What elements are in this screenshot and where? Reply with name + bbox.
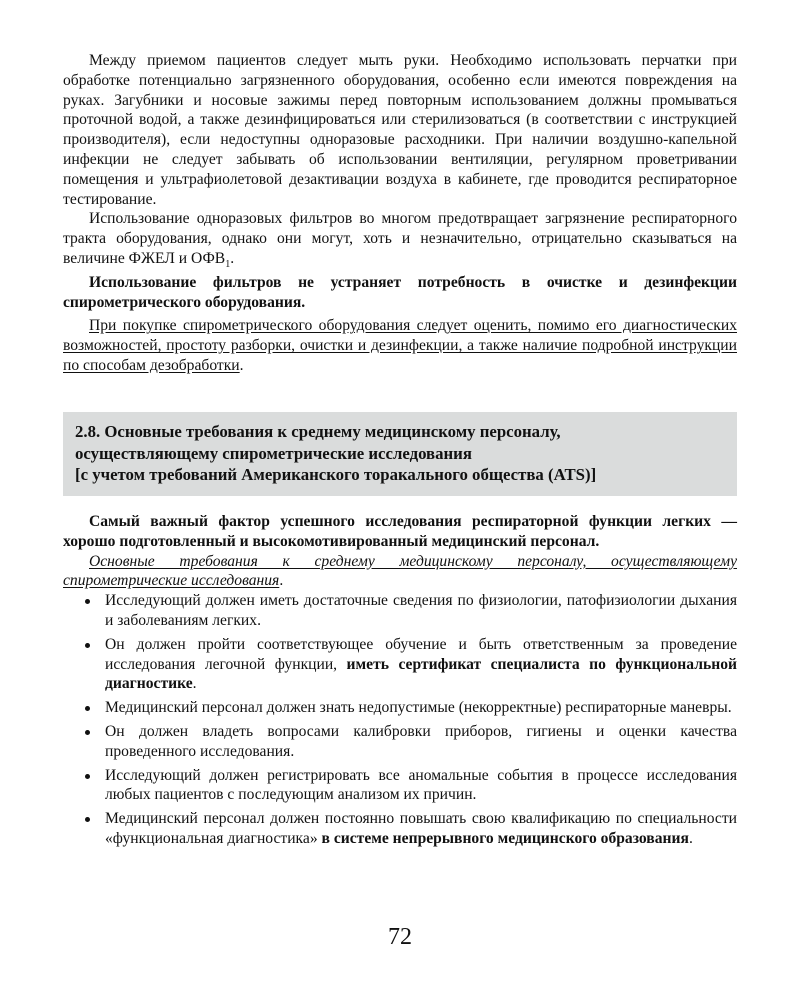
requirements-list: [63, 591, 737, 849]
paragraph-filters: Использование одноразовых фильтров во многом предотвращает загрязнение респираторного тракта оборудования, однако они могут, хоть и незначительно, отрицательно сказываться на величине ФЖЕЛ и $ОФВ_1$.: [63, 210, 737, 271]
list-item: Медицинский персонал должен постоянно повышать свою квалификацию по специальности «функциональная диагностика» в системе непрерывного медицинского образования.: [63, 809, 737, 849]
section-heading-box: [63, 412, 737, 496]
paragraph-requirements-intro: Основные требования к среднему медицинскому персоналу, осуществляющему спирометрические исследования.: [63, 552, 737, 590]
bullet-icon: [85, 774, 90, 779]
list-item: Медицинский персонал должен знать недопустимые (некорректные) респираторные маневры.: [63, 698, 737, 718]
bullet-icon: [85, 643, 90, 648]
paragraph-purchase-advice: При покупке спирометрического оборудования следует оценить, помимо его диагностических возможностей, простоту разборки, очистки и дезинфекции, а также наличие подробной инструкции по способам дезобработки.: [63, 317, 737, 374]
paragraph-key-factor: Самый важный фактор успешного исследования респираторной функции легких — хорошо подготовленный и высокомотивированный медицинский персонал.: [63, 513, 737, 550]
paragraph-hygiene: Между приемом пациентов следует мыть руки. Необходимо использовать перчатки при обработке потенциально загрязненного оборудования, особенно если имеются повреждения на руках. Загубники и носовые зажимы перед повторным использованием должны промываться проточной водой, а также дезинфицироваться или стерилизоваться (в соответствии с инструкцией производителя), если недоступны одноразовые расходники. При наличии воздушно-капельной инфекции не следует забывать об использовании вентиляции, регулярном проветривании помещения и ультрафиолетовой дезактивации воздуха в кабинете, где проводится респираторное тестирование.: [63, 52, 737, 208]
page-number: 72: [388, 924, 412, 950]
list-item: Исследующий должен регистрировать все аномальные события в процессе исследования любых пациентов с последующим анализом их причин.: [63, 766, 737, 806]
paragraph-filters-note: Использование фильтров не устраняет потребность в очистке и дезинфекции спирометрического оборудования.: [63, 273, 737, 311]
section-heading-line-2: осуществляющему спирометрические исследования: [75, 443, 472, 463]
bottom-text-block: [63, 512, 737, 853]
list-item: Он должен пройти соответствующее обучение и быть ответственным за проведение исследования легочной функции, иметь сертификат специалиста по функциональной диагностике.: [63, 635, 737, 694]
bullet-icon: [85, 730, 90, 735]
section-heading-line-3: [с учетом требований Американского торакального общества (ATS)]: [75, 465, 597, 484]
section-heading-line-1: 2.8. Основные требования к среднему медицинскому персоналу,: [75, 422, 561, 441]
list-item: Исследующий должен иметь достаточные сведения по физиологии, патофизиологии дыхания и заболеваниям легких.: [63, 591, 737, 631]
list-item: Он должен владеть вопросами калибровки приборов, гигиены и оценки качества проведенного исследования.: [63, 722, 737, 762]
top-text-block: [63, 51, 737, 376]
bullet-icon: [85, 706, 90, 711]
bullet-icon: [85, 817, 90, 822]
bullet-icon: [85, 599, 90, 604]
